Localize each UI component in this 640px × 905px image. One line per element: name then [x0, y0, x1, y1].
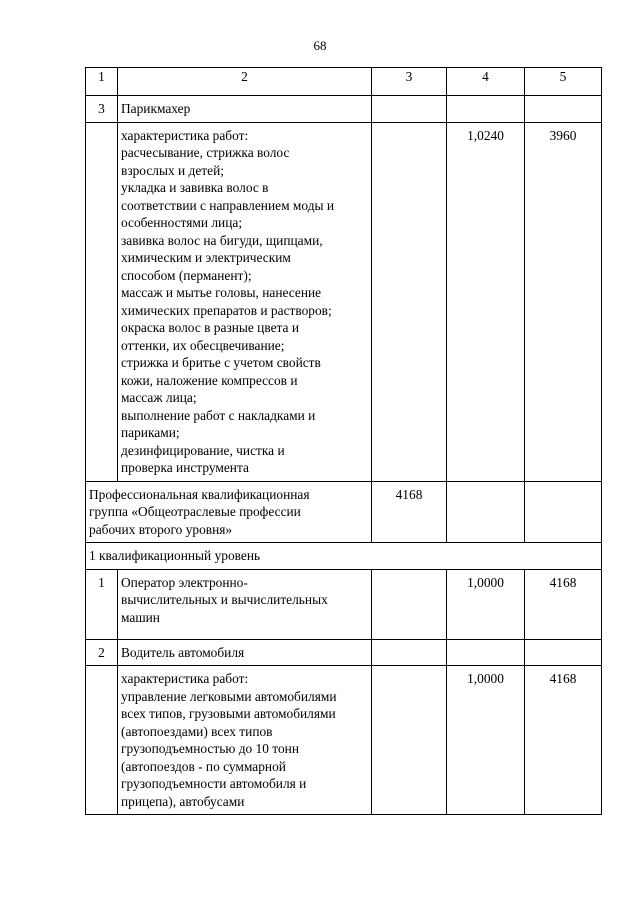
text-line: грузоподъемности автомобиля и	[121, 776, 307, 791]
row-number: 3	[86, 96, 118, 123]
cell-col3	[372, 639, 447, 666]
text-line: окраска волос в разные цвета и	[121, 320, 300, 335]
text-line: кожи, наложение компрессов и	[121, 372, 298, 388]
text-line: всех типов, грузовыми автомобилями	[121, 706, 336, 721]
table-row	[86, 96, 602, 123]
work-characteristics	[118, 122, 372, 481]
profession-name	[118, 569, 372, 639]
text-line: химических препаратов и растворов;	[121, 302, 332, 318]
text-line: укладка и завивка волос в	[121, 180, 269, 195]
text-line: париками;	[121, 425, 180, 440]
header-cell: 3	[372, 68, 447, 96]
text-line: вычислительных и вычислительных	[121, 592, 328, 607]
text-line: массаж лица;	[121, 390, 197, 405]
profession-name: Парикмахер	[118, 96, 372, 123]
header-cell: 1	[86, 68, 118, 96]
text-line: расчесывание, стрижка волос	[121, 145, 290, 160]
cell-col3	[372, 96, 447, 123]
cell-salary	[525, 639, 602, 666]
text-line: оттенки, их обесцвечивание;	[121, 337, 285, 353]
table-row	[86, 639, 602, 666]
row-number: 2	[86, 639, 118, 666]
text-line: стрижка и бритье с учетом свойств	[121, 355, 321, 370]
work-characteristics	[118, 666, 372, 815]
cell-base-salary: 4168	[372, 481, 447, 543]
text-line: машин	[121, 609, 160, 625]
text-line: Профессиональная квалификационная	[89, 486, 310, 502]
text-line: Оператор электронно-	[121, 574, 248, 590]
text-line: завивка волос на бигуди, щипцами,	[121, 232, 323, 248]
cell-salary	[525, 96, 602, 123]
table-row	[86, 122, 602, 481]
text-line: дезинфицирование, чистка и	[121, 442, 285, 458]
cell-coefficient	[447, 481, 525, 543]
table-row	[86, 481, 602, 543]
table-row	[86, 543, 602, 570]
text-line: выполнение работ с накладками и	[121, 407, 316, 423]
cell-salary: 4168	[525, 666, 602, 815]
qualification-level: 1 квалификационный уровень	[86, 543, 602, 570]
text-line: соответствии с направлением моды и	[121, 197, 335, 213]
text-line: (автопоездов - по суммарной	[121, 758, 286, 774]
cell-coefficient	[447, 639, 525, 666]
text-line: грузоподъемностью до 10 тонн	[121, 741, 299, 756]
cell-coefficient: 1,0000	[447, 569, 525, 639]
cell-coefficient: 1,0240	[447, 122, 525, 481]
cell-col3	[372, 122, 447, 481]
text-line: характеристика работ:	[121, 671, 249, 686]
text-line: управление легковыми автомобилями	[121, 688, 337, 704]
text-line: особенностями лица;	[121, 215, 243, 230]
text-line: проверка инструмента	[121, 460, 249, 475]
tariff-table	[85, 67, 602, 815]
text-line: массаж и мытье головы, нанесение	[121, 285, 322, 300]
header-row	[86, 68, 602, 96]
qualification-group	[86, 481, 372, 543]
cell-salary: 4168	[525, 569, 602, 639]
page-number: 68	[313, 38, 327, 53]
header-cell: 2	[118, 68, 372, 96]
row-number	[86, 666, 118, 815]
table-row	[86, 666, 602, 815]
text-line: взрослых и детей;	[121, 162, 224, 178]
row-number: 1	[86, 569, 118, 639]
cell-coefficient: 1,0000	[447, 666, 525, 815]
text-line: способом (перманент);	[121, 267, 252, 283]
row-number	[86, 122, 118, 481]
text-line: прицепа), автобусами	[121, 793, 245, 809]
cell-col3	[372, 666, 447, 815]
table-row	[86, 569, 602, 639]
cell-salary	[525, 481, 602, 543]
header-cell: 5	[525, 68, 602, 96]
text-line: характеристика работ:	[121, 127, 249, 143]
text-line: (автопоездами) всех типов	[121, 723, 273, 739]
profession-name: Водитель автомобиля	[118, 639, 372, 666]
text-line: группа «Общеотраслевые профессии	[89, 504, 301, 519]
cell-coefficient	[447, 96, 525, 123]
cell-salary: 3960	[525, 122, 602, 481]
header-cell: 4	[447, 68, 525, 96]
text-line: рабочих второго уровня»	[89, 521, 233, 537]
cell-col3	[372, 569, 447, 639]
text-line: химическим и электрическим	[121, 250, 291, 265]
